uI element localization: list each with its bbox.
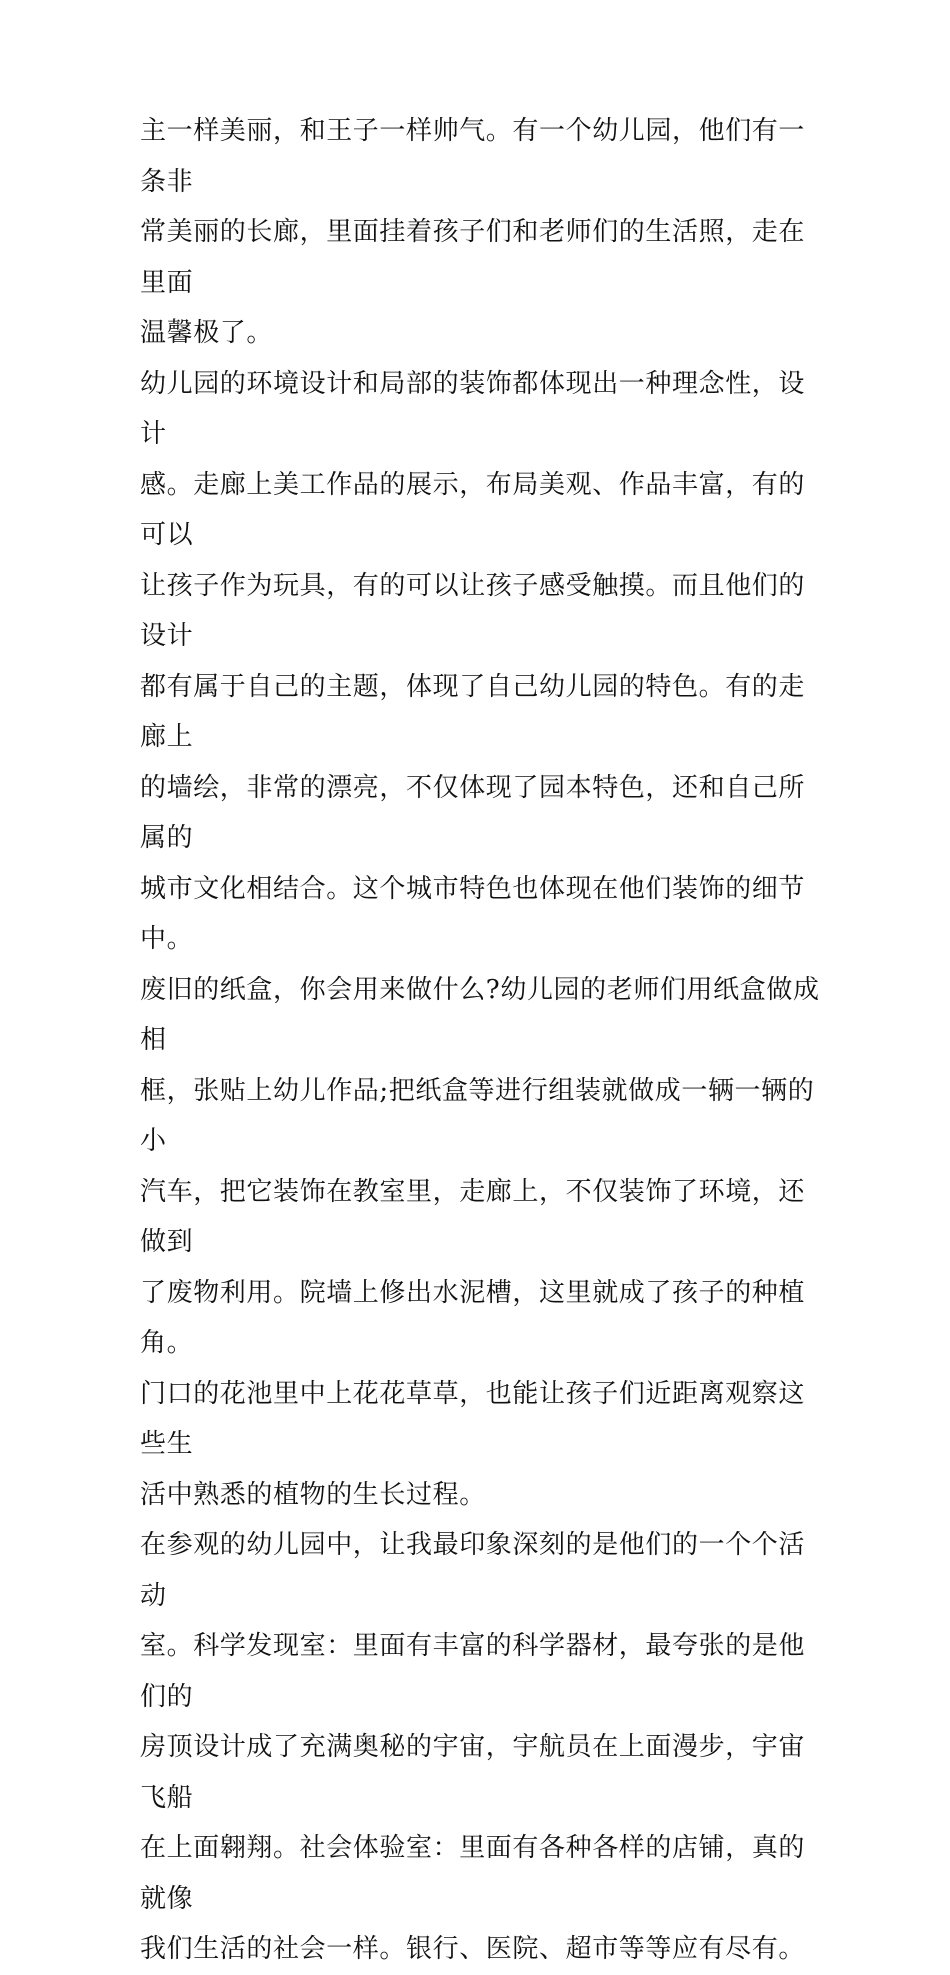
- text-line: 活中熟悉的植物的生长过程。: [140, 1479, 486, 1510]
- text-line: 在上面翱翔。社会体验室：里面有各种各样的店铺，真的就像: [140, 1833, 806, 1914]
- paragraph: [140, 106, 820, 359]
- text-line: 在参观的幼儿园中，让我最印象深刻的是他们的一个个活动: [140, 1530, 806, 1611]
- paragraph: [140, 1520, 820, 1975]
- text-line: 感。走廊上美工作品的展示，布局美观、作品丰富，有的可以: [140, 469, 806, 550]
- document-body: [140, 106, 820, 1975]
- text-line: 室。科学发现室：里面有丰富的科学器材，最夸张的是他们的: [140, 1631, 806, 1712]
- text-line: 常美丽的长廊，里面挂着孩子们和老师们的生活照，走在里面: [140, 217, 806, 298]
- text-line: 温馨极了。: [140, 318, 274, 348]
- text-line: 城市文化相结合。这个城市特色也体现在他们装饰的细节中。: [140, 873, 806, 954]
- text-line: 我们生活的社会一样。银行、医院、超市等等应有尽有。: [140, 1934, 806, 1964]
- text-line: 主一样美丽，和王子一样帅气。有一个幼儿园，他们有一条非: [140, 116, 806, 197]
- paragraph: [140, 359, 820, 965]
- text-line: 门口的花池里中上花花草草，也能让孩子们近距离观察这些生: [140, 1378, 806, 1459]
- text-line: 幼儿园的环境设计和局部的装饰都体现出一种理念性，设计: [140, 368, 806, 449]
- text-line: 废旧的纸盒，你会用来做什么?幼儿园的老师们用纸盒做成相: [140, 974, 820, 1055]
- text-line: 汽车，把它装饰在教室里，走廊上，不仅装饰了环境，还做到: [140, 1176, 806, 1257]
- text-line: 了废物利用。院墙上修出水泥槽，这里就成了孩子的种植角。: [140, 1277, 806, 1358]
- text-line: 让孩子作为玩具，有的可以让孩子感受触摸。而且他们的设计: [140, 570, 806, 651]
- paragraph: [140, 965, 820, 1521]
- text-line: 框，张贴上幼儿作品;把纸盒等进行组装就做成一辆一辆的小: [140, 1075, 815, 1156]
- text-line: 的墙绘，非常的漂亮，不仅体现了园本特色，还和自己所属的: [140, 772, 806, 853]
- text-line: 都有属于自己的主题，体现了自己幼儿园的特色。有的走廊上: [140, 671, 806, 752]
- text-line: 房顶设计成了充满奥秘的宇宙，宇航员在上面漫步，宇宙飞船: [140, 1732, 806, 1813]
